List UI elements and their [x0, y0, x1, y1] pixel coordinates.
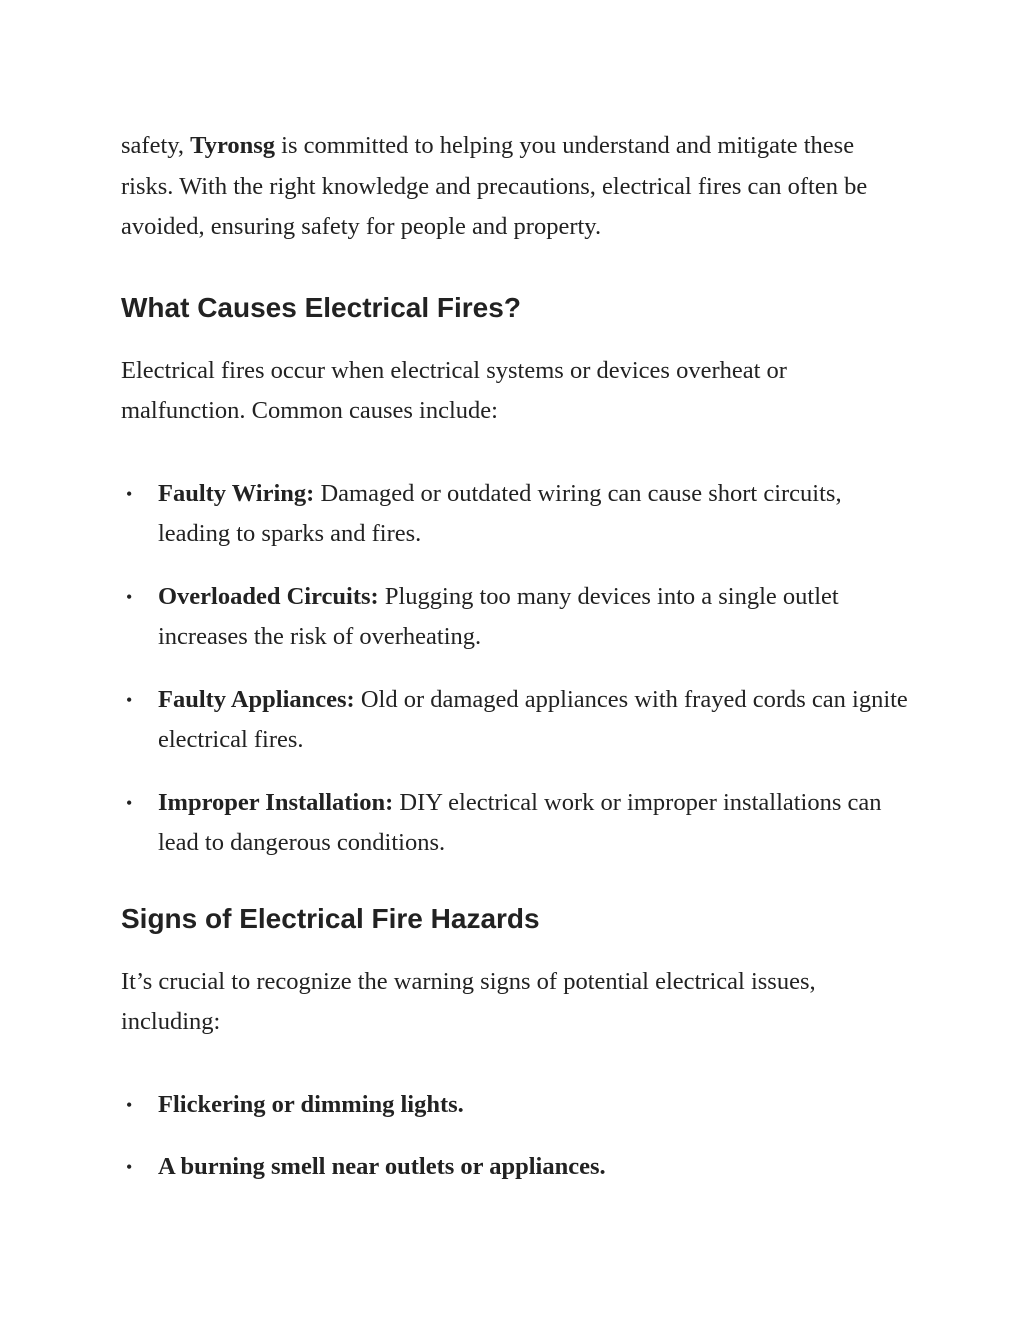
causes-list [121, 474, 911, 864]
list-item [121, 1085, 911, 1126]
list-item-text: Plugging too many devices into a single outlet increases the risk of overheating. [158, 582, 839, 650]
intro-paragraph [121, 126, 911, 248]
list-item [121, 680, 911, 761]
bullet-icon: • [126, 483, 133, 504]
bullet-icon: • [126, 1157, 133, 1177]
signs-list [121, 1085, 911, 1188]
intro-text-end: is committed to helping you understand and mitigate these risks. With the right knowledge and precautions, electrical fires can often be avoided, ensuring safety for people and property. [121, 132, 868, 240]
list-item [121, 1147, 911, 1188]
list-item-term: Improper Installation: [158, 788, 394, 816]
causes-heading: What Causes Electrical Fires? [121, 291, 521, 323]
intro-text-start: safety, [121, 132, 191, 159]
list-item-term: Overloaded Circuits: [158, 582, 379, 610]
brand-name: Tyronsg [190, 132, 276, 159]
list-item-term: A burning smell near outlets or appliances. [158, 1153, 606, 1180]
signs-intro: It’s crucial to recognize the warning signs of potential electrical issues, including: [121, 967, 816, 1035]
list-item [121, 783, 911, 864]
list-item-text: Damaged or outdated wiring can cause short circuits, leading to sparks and fires. [158, 479, 842, 547]
list-item-term: Faulty Appliances: [158, 685, 355, 713]
bullet-icon: • [126, 792, 133, 813]
list-item [121, 474, 911, 555]
list-item-text: Old or damaged appliances with frayed cords can ignite electrical fires. [158, 685, 908, 753]
bullet-icon: • [126, 586, 133, 607]
bullet-icon: • [126, 689, 133, 710]
article-body [121, 126, 911, 1188]
list-item-term: Flickering or dimming lights. [158, 1090, 464, 1118]
list-item-term: Faulty Wiring: [158, 479, 315, 507]
causes-intro: Electrical fires occur when electrical systems or devices overheat or malfunction. Common causes include: [121, 356, 787, 424]
signs-heading: Signs of Electrical Fire Hazards [121, 902, 540, 934]
list-item [121, 577, 911, 658]
list-item-text: DIY electrical work or improper installations can lead to dangerous conditions. [158, 788, 882, 856]
bullet-icon: • [126, 1094, 133, 1115]
